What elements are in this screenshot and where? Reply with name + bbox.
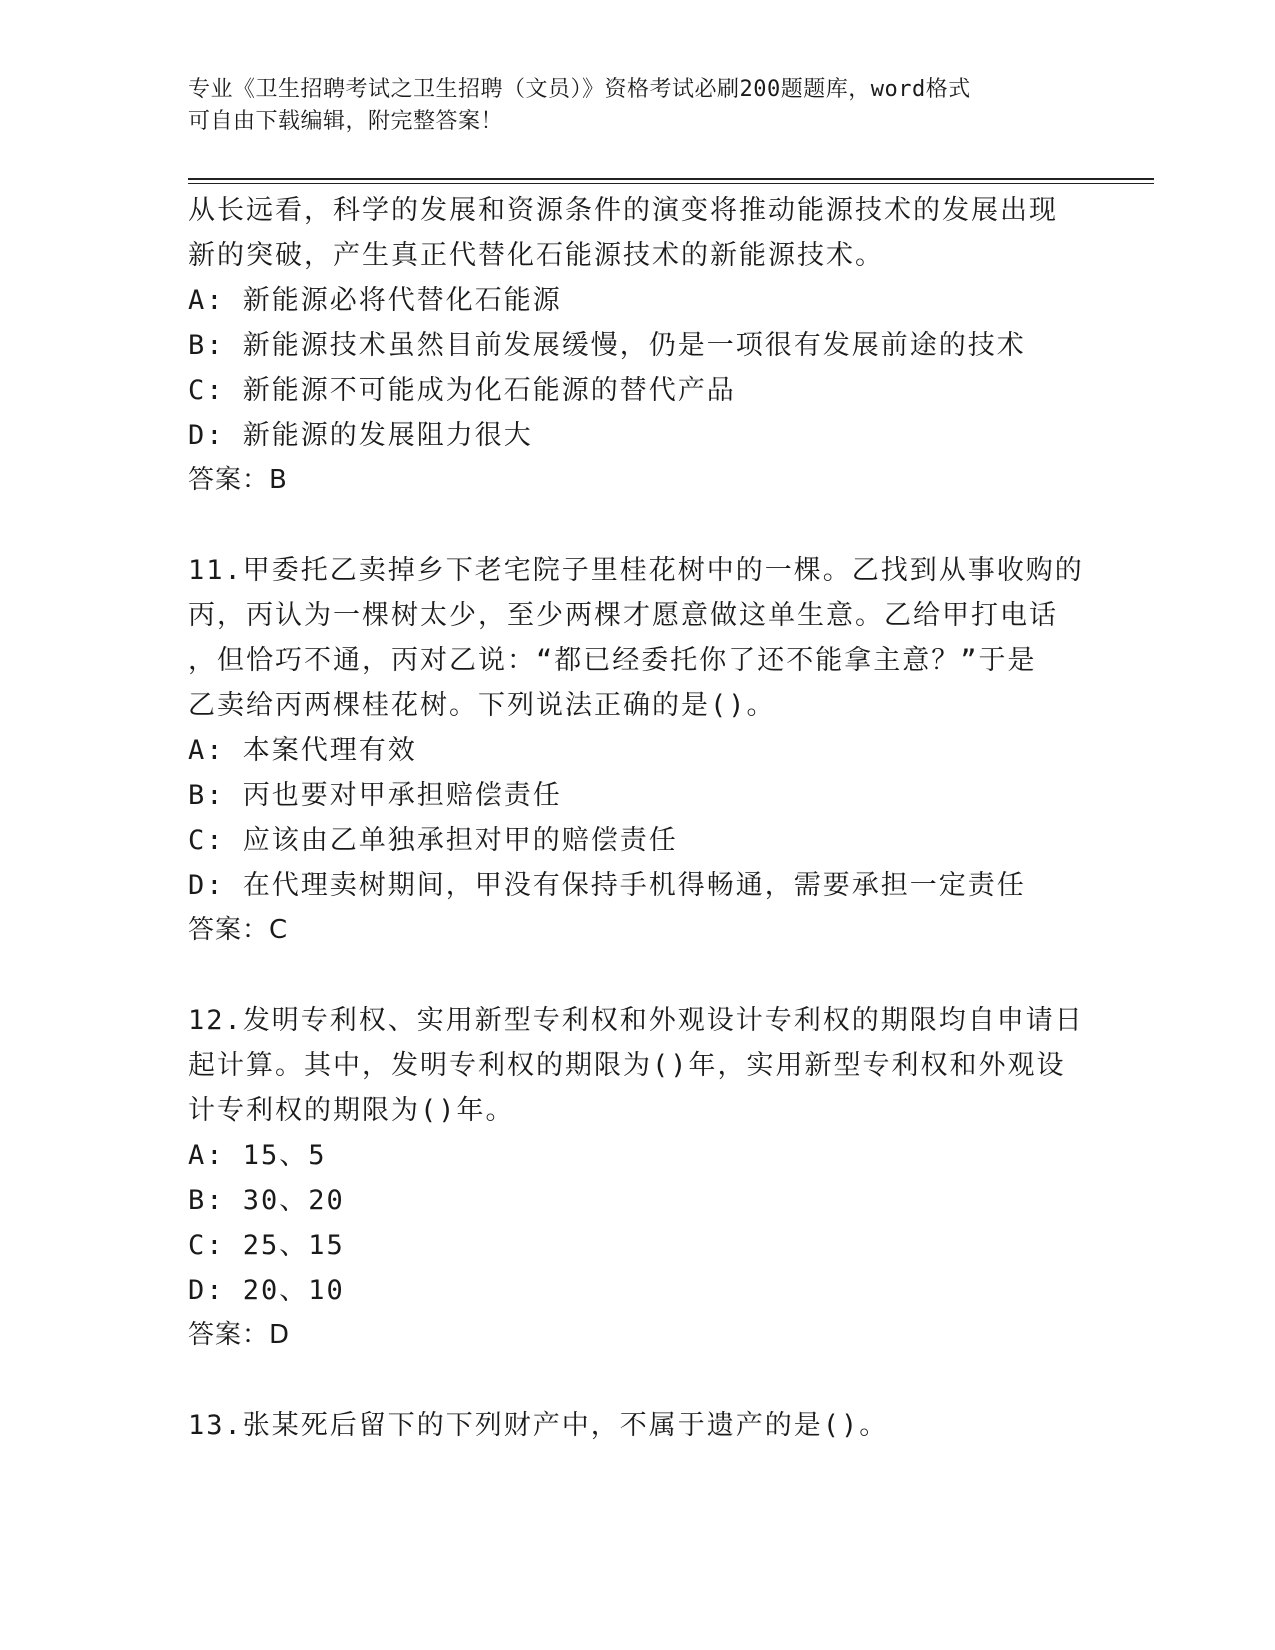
option-a: A: 15、5 [188, 1140, 327, 1171]
question-stem-line: 从长远看，科学的发展和资源条件的演变将推动能源技术的发展出现 [188, 195, 1058, 226]
answer: 答案：D [188, 1320, 291, 1350]
header-line-2: 可自由下载编辑，附完整答案！ [188, 109, 504, 134]
option-b: B: 新能源技术虽然目前发展缓慢，仍是一项很有发展前途的技术 [188, 330, 1026, 361]
question-11 [188, 548, 1088, 953]
option-a: A: 新能源必将代替化石能源 [188, 285, 562, 316]
question-list [188, 188, 1088, 1448]
question-12 [188, 998, 1088, 1358]
header-rule-thin [188, 183, 1154, 184]
option-c: C: 新能源不可能成为化石能源的替代产品 [188, 375, 736, 406]
question-stem-line: 12.发明专利权、实用新型专利权和外观设计专利权的期限均自申请日 [188, 1005, 1084, 1036]
option-b: B: 30、20 [188, 1185, 345, 1216]
header-line-1: 专业《卫生招聘考试之卫生招聘（文员）》资格考试必刷200题题库，word格式 [188, 77, 971, 102]
option-c: C: 应该由乙单独承担对甲的赔偿责任 [188, 825, 678, 856]
question-stem-line: 13.张某死后留下的下列财产中，不属于遗产的是()。 [188, 1410, 889, 1441]
answer: 答案：B [188, 465, 288, 495]
question-stem-line: 计专利权的期限为()年。 [188, 1095, 515, 1126]
question-stem-line: 乙卖给丙两棵桂花树。下列说法正确的是()。 [188, 690, 776, 721]
answer: 答案：C [188, 915, 289, 945]
document-header [188, 74, 1088, 138]
option-d: D: 在代理卖树期间，甲没有保持手机得畅通，需要承担一定责任 [188, 870, 1026, 901]
header-rule-thick [188, 178, 1154, 180]
option-d: D: 新能源的发展阻力很大 [188, 420, 533, 451]
question-stem-line: 新的突破，产生真正代替化石能源技术的新能源技术。 [188, 240, 884, 271]
option-c: C: 25、15 [188, 1230, 345, 1261]
option-d: D: 20、10 [188, 1275, 345, 1306]
question-stem-line: 丙，丙认为一棵树太少，至少两棵才愿意做这单生意。乙给甲打电话 [188, 600, 1058, 631]
question-10 [188, 188, 1088, 503]
question-stem-line: ，但恰巧不通，丙对乙说：“都已经委托你了还不能拿主意？”于是 [188, 645, 1037, 676]
question-13 [188, 1403, 1088, 1448]
question-stem-line: 11.甲委托乙卖掉乡下老宅院子里桂花树中的一棵。乙找到从事收购的 [188, 555, 1084, 586]
option-a: A: 本案代理有效 [188, 735, 417, 766]
option-b: B: 丙也要对甲承担赔偿责任 [188, 780, 562, 811]
question-stem-line: 起计算。其中，发明专利权的期限为()年，实用新型专利权和外观设 [188, 1050, 1066, 1081]
